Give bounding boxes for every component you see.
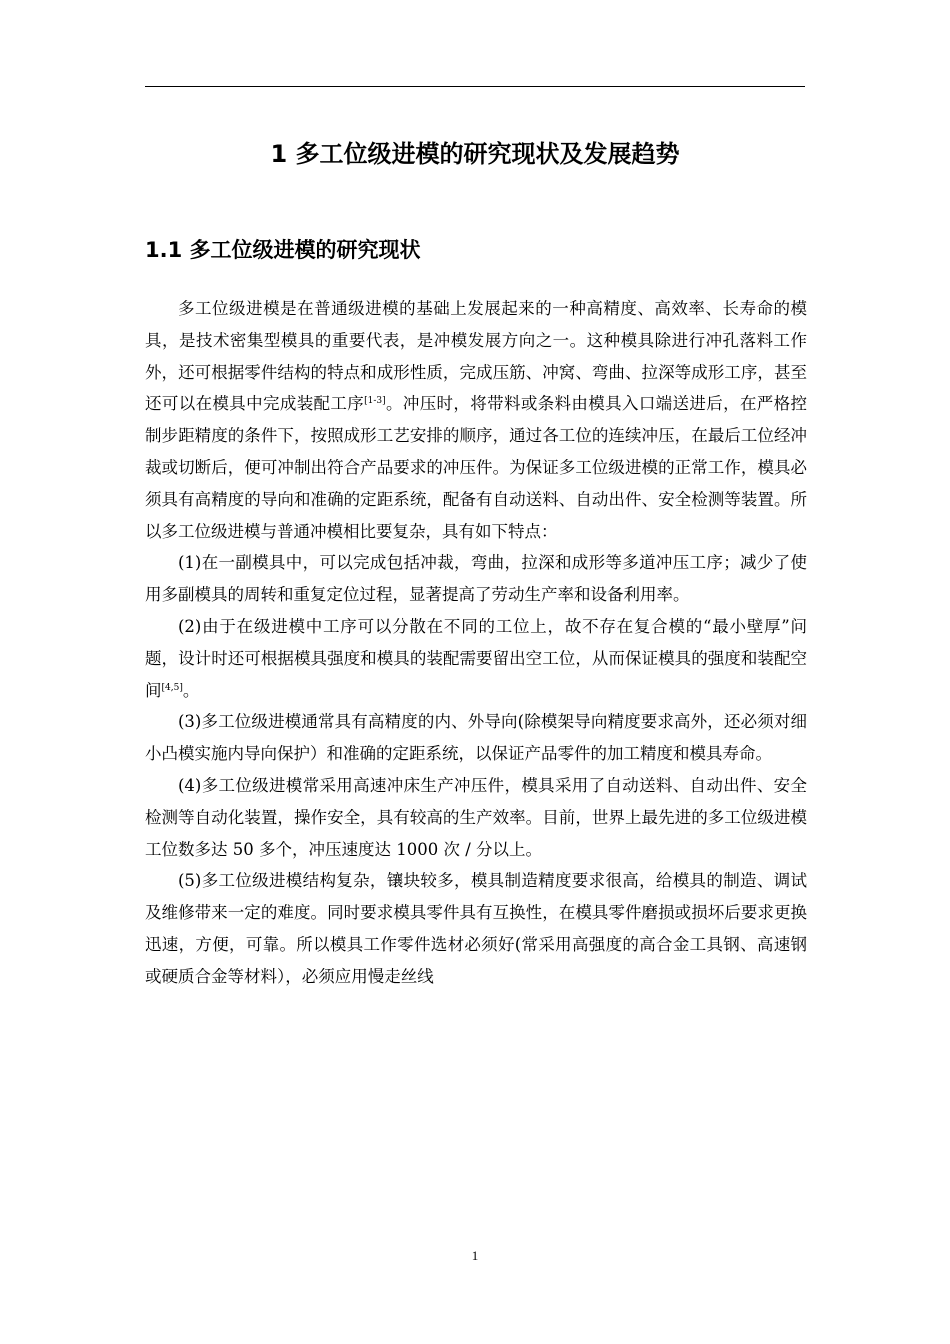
paragraph-intro-text-b: 。冲压时，将带料或条料由模具入口端送进后，在严格控制步距精度的条件下，按照成形工艺安排的顺序，通过各工位的连续冲压，在最后工位经冲裁或切断后，便可冲制出符合产品要求的冲压件。为保证多工位级进模的正常工作，模具必须具有高精度的导向和准确的定距系统，配备有自动送料、自动出件、安全检测等装置。所以多工位级进模与普通冲模相比要复杂，具有如下特点： [145, 394, 808, 541]
header-rule [145, 86, 805, 87]
paragraph-item-2-text-b: 。 [182, 680, 200, 700]
paragraph-item-2-text-a: (2)由于在级进模中工序可以分散在不同的工位上，故不存在复合模的“最小壁厚”问题，设计时还可根据模具强度和模具的装配需要留出空工位，从而保证模具的强度和装配空间 [145, 616, 807, 700]
citation-4-5: [4,5] [161, 682, 183, 693]
paragraph-intro [145, 293, 807, 547]
section-title: 1.1 多工位级进模的研究现状 [145, 238, 421, 262]
body-text [145, 293, 807, 993]
page-number: 1 [471, 1248, 479, 1263]
paragraph-item-2 [145, 611, 807, 706]
chapter-title: 1 多工位级进模的研究现状及发展趋势 [270, 140, 680, 168]
paragraph-item-4: (4)多工位级进模常采用高速冲床生产冲压件，模具采用了自动送料、自动出件、安全检测等自动化装置，操作安全，具有较高的生产效率。目前，世界上最先进的多工位级进模工位数多达 50 多个，冲压速度达 1000 次 / 分以上。 [145, 775, 807, 859]
citation-1-3: [1-3] [364, 396, 386, 407]
paragraph-intro-text-a: 多工位级进模是在普通级进模的基础上发展起来的一种高精度、高效率、长寿命的模具，是技术密集型模具的重要代表，是冲模发展方向之一。这种模具除进行冲孔落料工作外，还可根据零件结构的特点和成形性质，完成压筋、冲窝、弯曲、拉深等成形工序，甚至还可以在模具中完成装配工序 [145, 299, 807, 414]
paragraph-item-5: (5)多工位级进模结构复杂，镶块较多，模具制造精度要求很高，给模具的制造、调试及维修带来一定的难度。同时要求模具零件具有互换性，在模具零件磨损或损坏后要求更换迅速，方便，可靠。所以模具工作零件选材必须好(常采用高强度的高合金工具钢、高速钢或硬质合金等材料），必须应用慢走丝线 [145, 871, 807, 986]
paragraph-item-1: (1)在一副模具中，可以完成包括冲裁，弯曲，拉深和成形等多道冲压工序；减少了使用多副模具的周转和重复定位过程，显著提高了劳动生产率和设备利用率。 [145, 553, 807, 605]
paragraph-item-3: (3)多工位级进模通常具有高精度的内、外导向(除模架导向精度要求高外，还必须对细小凸模实施内导向保护）和准确的定距系统，以保证产品零件的加工精度和模具寿命。 [145, 712, 807, 764]
